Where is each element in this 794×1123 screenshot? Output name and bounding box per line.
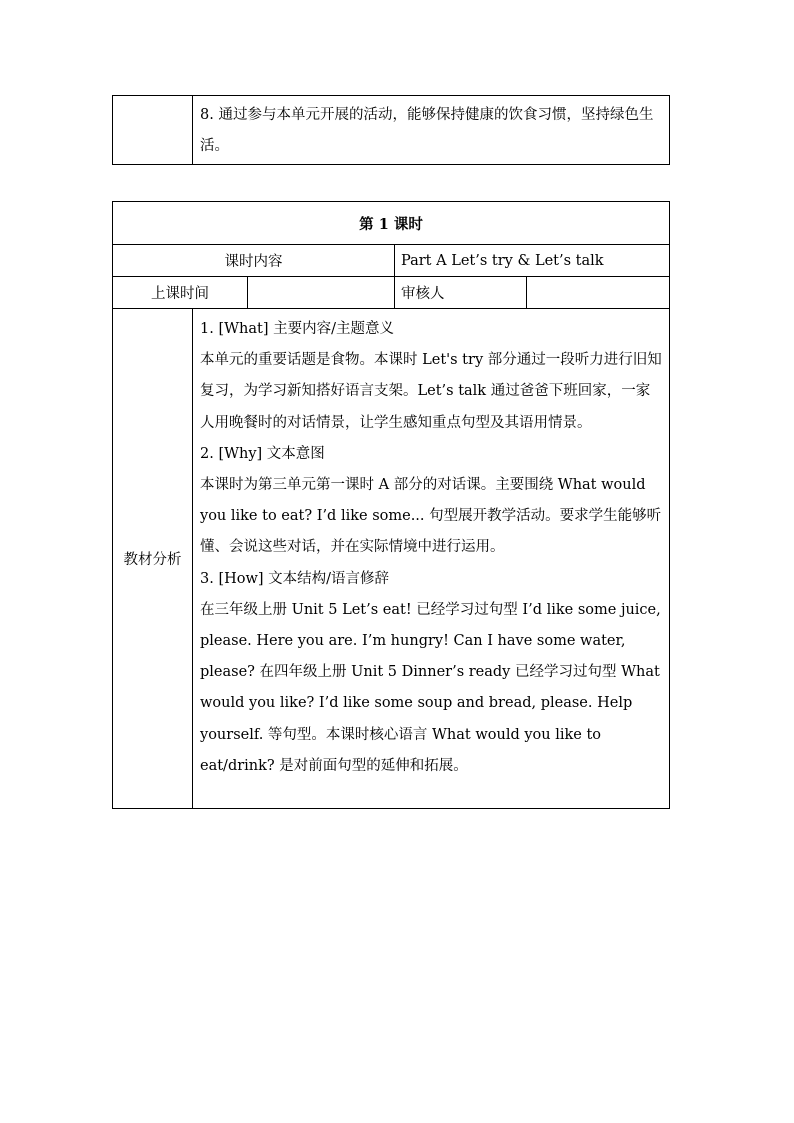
analysis-what-heading: 1. [What] 主要内容/主题意义 (200, 321, 394, 337)
analysis-body (193, 309, 670, 809)
analysis-label: 教材分析 (113, 309, 193, 809)
content-label: 课时内容 (113, 245, 395, 277)
objective-item-8 (193, 96, 670, 165)
analysis-how-heading: 3. [How] 文本结构/语言修辞 (200, 570, 390, 587)
objectives-table-continued (112, 95, 670, 165)
analysis-what-text: 本单元的重要话题是食物。本课时 Let's try 部分通过一段听力进行旧知复习，为学习新知搭好语言支架。Let’s talk 通过爸爸下班回家，一家人用晚餐时的对话情景，让学生感知重点句型及其语用情景。 (200, 352, 662, 431)
reviewer-value (527, 277, 670, 309)
lesson-table (112, 201, 670, 809)
time-label: 上课时间 (113, 277, 248, 309)
empty-label-cell (113, 96, 193, 165)
time-value (248, 277, 395, 309)
content-value: Part A Let’s try & Let’s talk (395, 245, 670, 277)
objective-item-8-text: 8. 通过参与本单元开展的活动，能够保持健康的饮食习惯，坚持绿色生活。 (200, 107, 654, 154)
analysis-why-text: 本课时为第三单元第一课时 A 部分的对话课。主要围绕 What would you like to eat? I’d like some... 句型展开教学活动。要求学生能够听懂、会说这些对话，并在实际情境中进行运用。 (200, 477, 662, 556)
lesson-title: 第 1 课时 (113, 202, 670, 245)
reviewer-label: 审核人 (395, 277, 527, 309)
analysis-why-heading: 2. [Why] 文本意图 (200, 445, 325, 462)
analysis-how-text: 在三年级上册 Unit 5 Let’s eat! 已经学习过句型 I’d like some juice, please. Here you are. I’m hungry! Can I have some water, please? 在四年级上册 Unit 5 Dinner’s ready 已经学习过句型 What would you like? I’d like some soup and bread, please. Help yourself. 等句型。本课时核心语言 What would you like to eat/drink? 是对前面句型的延伸和拓展。 (200, 601, 661, 774)
